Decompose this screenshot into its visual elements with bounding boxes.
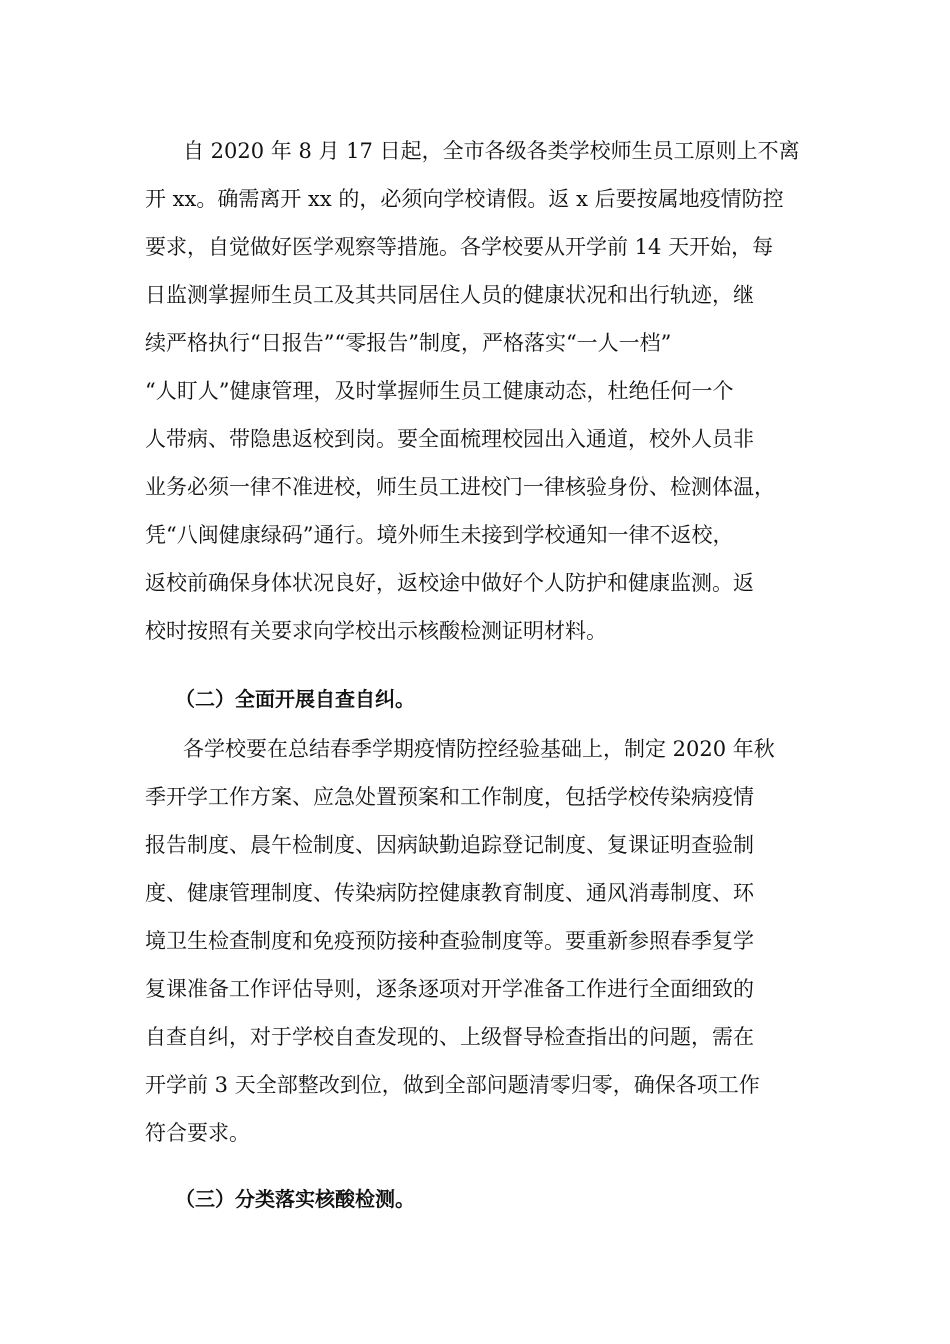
paragraph-line: 日监测掌握师生员工及其共同居住人员的健康状况和出行轨迹，继	[145, 283, 754, 307]
paragraph-line: 返校前确保身体状况良好，返校途中做好个人防护和健康监测。返	[145, 571, 754, 595]
section-heading-text: （三）分类落实核酸检测。	[175, 1187, 415, 1211]
paragraph-line: 符合要求。	[145, 1121, 250, 1145]
paragraph-line: “人盯人”健康管理，及时掌握师生员工健康动态，杜绝任何一个	[145, 379, 734, 403]
paragraph-line: 开 xx。确需离开 xx 的，必须向学校请假。返 x 后要按属地疫情防控	[145, 187, 784, 211]
paragraph-line: 人带病、带隐患返校到岗。要全面梳理校园出入通道，校外人员非	[145, 427, 754, 451]
paragraph-line: 要求，自觉做好医学观察等措施。各学校要从开学前 14 天开始，每	[145, 235, 774, 259]
paragraph-line: 凭“八闽健康绿码”通行。境外师生未接到学校通知一律不返校，	[145, 523, 734, 547]
paragraph-line: 自 2020 年 8 月 17 日起，全市各级各类学校师生员工原则上不离	[183, 139, 800, 163]
paragraph-line: 校时按照有关要求向学校出示核酸检测证明材料。	[145, 619, 607, 643]
paragraph-line: 业务必须一律不准进校，师生员工进校门一律核验身份、检测体温，	[145, 475, 775, 499]
paragraph-line: 续严格执行“日报告”“零报告”制度，严格落实“一人一档”	[145, 331, 672, 355]
paragraph-self-inspection	[145, 734, 810, 1158]
paragraph-line: 复课准备工作评估导则，逐条逐项对开学准备工作进行全面细致的	[145, 977, 754, 1001]
paragraph-line: 开学前 3 天全部整改到位，做到全部问题清零归零，确保各项工作	[145, 1073, 760, 1097]
paragraph-line: 境卫生检查制度和免疫预防接种查验制度等。要重新参照春季复学	[145, 929, 754, 953]
section-heading-3	[145, 1184, 810, 1214]
paragraph-line: 季开学工作方案、应急处置预案和工作制度，包括学校传染病疫情	[145, 785, 754, 809]
paragraph-line: 度、健康管理制度、传染病防控健康教育制度、通风消毒制度、环	[145, 881, 754, 905]
paragraph-line: 报告制度、晨午检制度、因病缺勤追踪登记制度、复课证明查验制	[145, 833, 754, 857]
paragraph-line: 各学校要在总结春季学期疫情防控经验基础上，制定 2020 年秋	[183, 737, 775, 761]
paragraph-school-leave-rules	[145, 136, 810, 656]
paragraph-line: 自查自纠，对于学校自查发现的、上级督导检查指出的问题，需在	[145, 1025, 754, 1049]
section-heading-text: （二）全面开展自查自纠。	[175, 687, 415, 711]
section-heading-2	[145, 684, 810, 714]
